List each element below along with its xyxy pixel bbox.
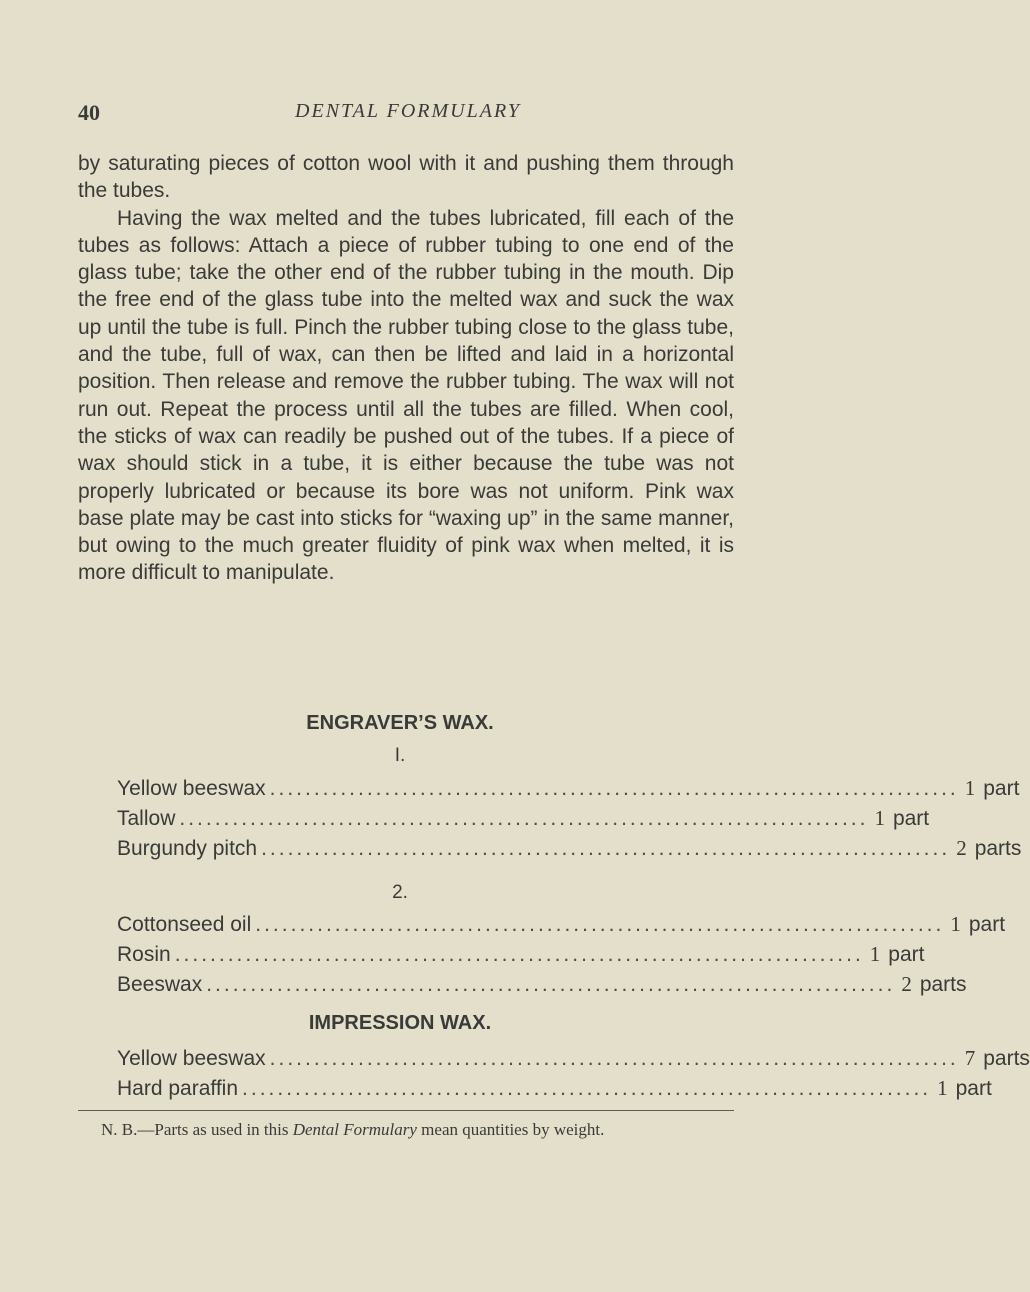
ingredient-quantity: 1: [950, 912, 961, 936]
ingredient-name: Yellow beeswax: [117, 777, 266, 800]
recipe-row: [117, 836, 1022, 866]
ingredient-unit: part: [955, 1077, 992, 1100]
paragraph-continuation: by saturating pieces of cotton wool with it and pushing them through the tubes.: [78, 152, 734, 203]
ingredient-quantity: 2: [901, 972, 912, 996]
ingredient-unit: part: [983, 777, 1020, 800]
formula-2-number: 2.: [392, 882, 408, 903]
ingredient-name: Tallow: [117, 807, 176, 830]
ingredient-unit: part: [892, 807, 930, 830]
dot-leader: ..............................................................................: [261, 837, 951, 860]
dot-leader: ..............................................................................: [255, 913, 945, 936]
footnote-book-title: Dental Formulary: [292, 1120, 417, 1139]
ingredient-quantity: 1: [937, 1076, 948, 1100]
ingredient-name: Yellow beeswax: [117, 1047, 266, 1070]
dot-leader: ..............................................................................: [269, 1047, 959, 1070]
running-title: DENTAL FORMULARY: [295, 100, 521, 122]
recipe-row: [117, 776, 1020, 806]
ingredient-unit: part: [968, 913, 1006, 936]
ingredient-quantity: 2: [956, 836, 967, 860]
formula-1-number: I.: [394, 745, 406, 766]
page-number: 40: [78, 100, 100, 125]
dot-leader: ..............................................................................: [174, 943, 864, 966]
ingredient-quantity: 1: [869, 942, 881, 966]
ingredient-name: Beeswax: [117, 973, 203, 996]
ingredient-quantity: 7: [964, 1046, 976, 1070]
dot-leader: ..............................................................................: [206, 973, 896, 996]
footnote-text: N. B.—Parts as used in this: [101, 1120, 293, 1139]
recipe-row: [117, 912, 1006, 942]
recipe-row: [117, 942, 925, 972]
dot-leader: ..............................................................................: [269, 777, 959, 800]
body-text: [78, 150, 734, 587]
recipe-row: [117, 1076, 992, 1106]
running-head: [78, 100, 728, 130]
dot-leader: ..............................................................................: [242, 1077, 932, 1100]
recipe-row: [117, 972, 967, 1002]
impression-wax-heading: IMPRESSION WAX.: [308, 1012, 492, 1034]
footnote-rule: [78, 1110, 734, 1111]
ingredient-unit: parts: [983, 1047, 1030, 1070]
recipe-row: [117, 1046, 1030, 1076]
recipe-row: [117, 806, 930, 836]
ingredient-name: Burgundy pitch: [117, 837, 258, 860]
ingredient-quantity: 1: [964, 776, 976, 800]
ingredient-name: Rosin: [117, 943, 171, 966]
engravers-wax-heading: ENGRAVER’S WAX.: [306, 712, 494, 734]
ingredient-name: Cottonseed oil: [117, 913, 252, 936]
ingredient-unit: part: [888, 943, 925, 966]
footnote: [78, 1120, 734, 1140]
footnote-text-end: mean quantities by weight.: [416, 1120, 605, 1139]
dot-leader: ..............................................................................: [179, 807, 869, 830]
paragraph-wax-sticks: Having the wax melted and the tubes lubricated, fill each of the tubes as follows: Attach a piece of rubber tubing to one end of the glass tube; take the other end of the rubber tubing in the mouth. Dip the free end of the glass tube into the melted wax and suck the wax up until the tube is full. Pinch the rubber tubing close to the glass tube, and the tube, full of wax, can then be lifted and laid in a horizontal position. Then release and remove the rubber tubing. The wax will not run out. Repeat the process until all the tubes are filled. When cool, the sticks of wax can readily be pushed out of the tubes. If a piece of wax should stick in a tube, it is either because the tube was not properly lubricated or because its bore was not uniform. Pink wax base plate may be cast into sticks for “waxing up” in the same manner, but owing to the much greater fluidity of pink wax when melted, it is more difficult to manipulate.: [78, 206, 734, 585]
ingredient-unit: parts: [974, 837, 1022, 860]
ingredient-unit: parts: [919, 973, 967, 996]
ingredient-name: Hard paraffin: [117, 1077, 239, 1100]
ingredient-quantity: 1: [874, 806, 885, 830]
